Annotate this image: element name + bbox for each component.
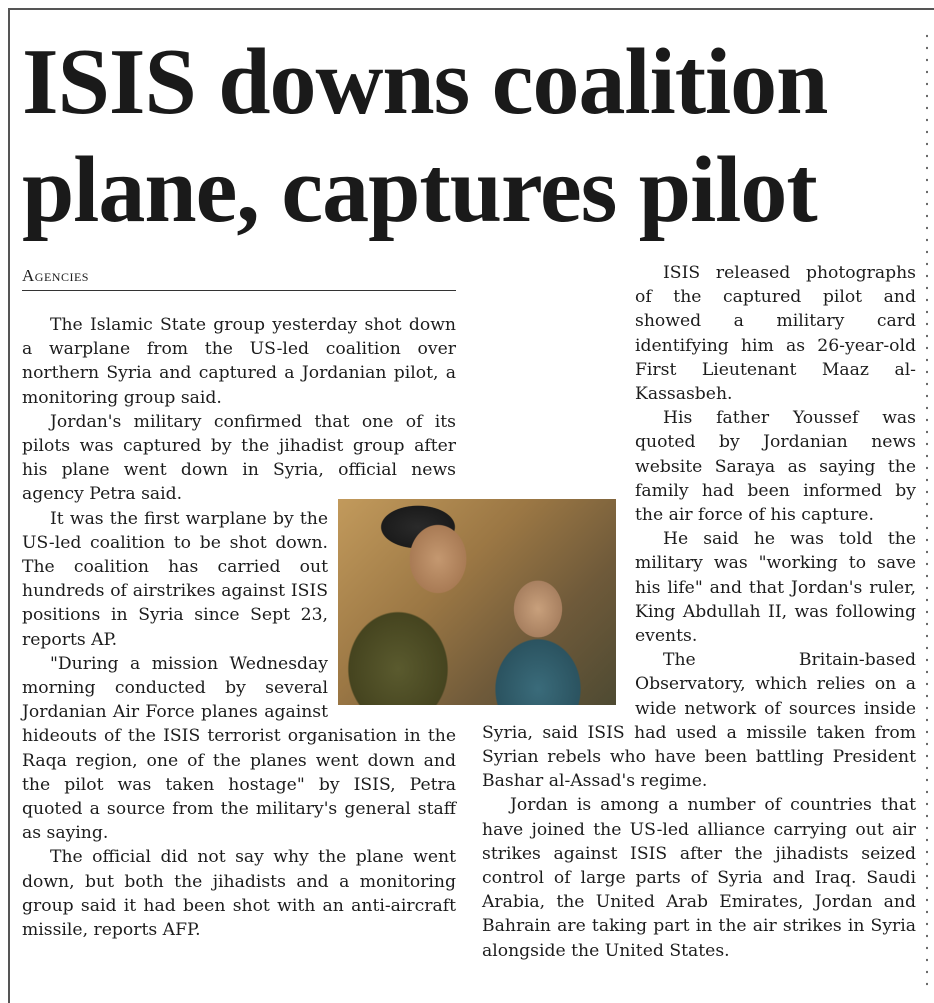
paragraph: It was the first warplane by the US-led coalition to be shot down. The coalition has carried out hundreds of airstrikes against ISIS positions in Syria since Sept 23, reports AP. bbox=[22, 508, 328, 650]
paragraph: Jordan is among a number of countries that have joined the US-led alliance carrying out air strikes against ISIS after the jihadists seized control of large parts of Syria and Iraq. Saudi Arabia, the United Arab Emirates, Jordan and Bahrain are taking part in the air strikes in Syria alongside the United States. bbox=[482, 795, 916, 961]
paragraph: Jordan's military confirmed that one of its pilots was captured by the jihadist group after his plane went down in Syria, official news agency Petra said. bbox=[22, 411, 456, 505]
article-column-left bbox=[22, 313, 456, 942]
paragraph: The official did not say why the plane went down, but both the jihadists and a monitoring group said it had been shot with an anti-aircraft missile, reports AFP. bbox=[22, 847, 456, 941]
byline: Agencies bbox=[22, 266, 456, 291]
paragraph: His father Youssef was quoted by Jordanian news website Saraya as saying the family had been informed by the air force of his capture. bbox=[635, 408, 916, 526]
column-dotted-rule bbox=[926, 30, 928, 990]
paragraph: The Britain-based Observatory, which relies on a wide network of sources inside Syria, said ISIS had used a missile taken from Syrian rebels who have been battling President Bashar al-Assad's regime. bbox=[482, 650, 916, 792]
paragraph: He said he was told the military was "working to save his life" and that Jordan's ruler, King Abdullah II, was following events. bbox=[635, 529, 916, 647]
photo-spacer bbox=[482, 489, 627, 695]
page-border-left bbox=[8, 8, 10, 1003]
headline-line-1: ISIS downs coalition bbox=[22, 30, 828, 134]
paragraph: The Islamic State group yesterday shot down a warplane from the US-led coalition over northern Syria and captured a Jordanian pilot, a monitoring group said. bbox=[22, 315, 456, 408]
page-border-top bbox=[8, 8, 934, 10]
article-column-right bbox=[482, 261, 916, 963]
paragraph: "During a mission Wednesday morning conducted by several Jordanian Air Force planes against hideouts of the ISIS terrorist organisation in the Raqa region, one of the planes went down and the pilot was taken hostage" by ISIS, Petra quoted a source from the military's general staff as saying. bbox=[22, 653, 456, 844]
headline bbox=[22, 28, 922, 244]
paragraph: ISIS released photographs of the captured pilot and showed a military card identifying him as 26-year-old First Lieutenant Maaz al-Kassasbeh. bbox=[635, 263, 916, 405]
headline-line-2: plane, captures pilot bbox=[22, 138, 817, 242]
